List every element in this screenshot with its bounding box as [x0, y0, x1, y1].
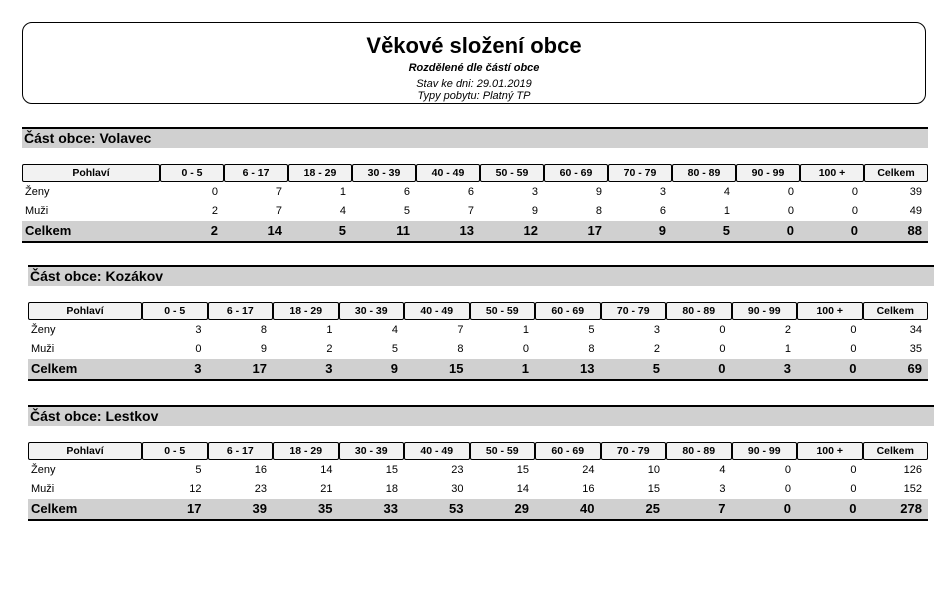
table-cell: 8	[457, 343, 464, 355]
row-label: Muži	[31, 343, 55, 355]
total-label: Celkem	[28, 499, 142, 521]
table-cell: 0	[719, 324, 726, 336]
total-cell: 17	[142, 499, 208, 521]
table-cell: 2	[326, 343, 333, 355]
table-cell: 126	[903, 464, 922, 476]
table-cell: 2	[653, 343, 660, 355]
total-cell: 69	[863, 359, 929, 381]
column-header: Celkem	[864, 164, 928, 182]
table-cell: 23	[451, 464, 464, 476]
column-header: 0 - 5	[160, 164, 224, 182]
table-cell: 5	[403, 205, 410, 217]
table-cell: 0	[211, 186, 218, 198]
column-header: 70 - 79	[601, 302, 667, 320]
total-cell: 0	[732, 499, 798, 521]
total-cell: 88	[864, 221, 928, 243]
column-header: 18 - 29	[273, 302, 339, 320]
column-header: 60 - 69	[535, 302, 601, 320]
table-row	[28, 320, 928, 340]
report-date: Stav ke dni: 29.01.2019	[416, 78, 532, 90]
column-header: 100 +	[797, 442, 863, 460]
table-cell: 49	[909, 205, 922, 217]
total-cell: 0	[800, 221, 864, 243]
column-header: 50 - 59	[470, 302, 536, 320]
table-cell: 4	[719, 464, 726, 476]
total-cell: 5	[288, 221, 352, 243]
column-header: 80 - 89	[672, 164, 736, 182]
table-cell: 3	[659, 186, 666, 198]
column-header: 0 - 5	[142, 302, 208, 320]
total-cell: 9	[608, 221, 672, 243]
table-cell: 0	[784, 483, 791, 495]
total-cell: 0	[736, 221, 800, 243]
section-title: Část obce: Kozákov	[28, 265, 934, 286]
column-header: 6 - 17	[208, 442, 274, 460]
column-header: 70 - 79	[608, 164, 672, 182]
table-cell: 34	[909, 324, 922, 336]
column-header: 100 +	[800, 164, 864, 182]
table-cell: 0	[787, 186, 794, 198]
total-cell: 3	[732, 359, 798, 381]
column-header: 90 - 99	[736, 164, 800, 182]
table-cell: 0	[851, 186, 858, 198]
total-cell: 9	[339, 359, 405, 381]
column-header: 50 - 59	[480, 164, 544, 182]
table-cell: 0	[850, 343, 857, 355]
column-header: 40 - 49	[404, 442, 470, 460]
section-kozakov	[28, 265, 934, 381]
table-cell: 9	[595, 186, 602, 198]
table-cell: 3	[195, 324, 202, 336]
table-cell: 7	[275, 186, 282, 198]
table-cell: 6	[403, 186, 410, 198]
row-label: Ženy	[31, 324, 56, 336]
total-cell: 39	[208, 499, 274, 521]
table-cell: 0	[787, 205, 794, 217]
total-row	[28, 499, 928, 521]
table-cell: 5	[391, 343, 398, 355]
table-cell: 0	[784, 464, 791, 476]
report-title: Věkové složení obce	[366, 33, 582, 58]
report-header	[22, 22, 926, 104]
table-cell: 6	[467, 186, 474, 198]
report-subtitle: Rozdělené dle částí obce	[408, 62, 540, 74]
table-cell: 7	[457, 324, 464, 336]
table-row	[28, 480, 928, 499]
table-cell: 0	[719, 343, 726, 355]
table-cell: 15	[516, 464, 529, 476]
table-cell: 9	[531, 205, 538, 217]
table-cell: 1	[723, 205, 730, 217]
table-row	[22, 202, 928, 221]
table-cell: 0	[195, 343, 202, 355]
row-label: Ženy	[25, 186, 50, 198]
column-header: 30 - 39	[352, 164, 416, 182]
column-header: 30 - 39	[339, 302, 405, 320]
column-header: 80 - 89	[666, 302, 732, 320]
column-header: 18 - 29	[273, 442, 339, 460]
age-table	[28, 302, 928, 381]
row-label: Muži	[31, 483, 55, 495]
table-cell: 0	[522, 343, 529, 355]
column-header: 40 - 49	[416, 164, 480, 182]
table-row	[22, 182, 928, 202]
total-cell: 0	[797, 499, 863, 521]
column-header: 60 - 69	[544, 164, 608, 182]
report-residence-type: Typy pobytu: Platný TP	[417, 90, 531, 102]
table-cell: 15	[385, 464, 398, 476]
table-cell: 3	[653, 324, 660, 336]
column-header: 50 - 59	[470, 442, 536, 460]
total-cell: 29	[470, 499, 536, 521]
table-cell: 23	[254, 483, 267, 495]
table-cell: 8	[595, 205, 602, 217]
table-cell: 4	[723, 186, 730, 198]
column-header: 40 - 49	[404, 302, 470, 320]
total-cell: 278	[863, 499, 929, 521]
column-header: 6 - 17	[208, 302, 274, 320]
total-cell: 13	[535, 359, 601, 381]
total-cell: 53	[404, 499, 470, 521]
total-cell: 40	[535, 499, 601, 521]
table-cell: 0	[851, 205, 858, 217]
table-cell: 3	[531, 186, 538, 198]
section-title: Část obce: Lestkov	[28, 405, 934, 426]
age-table	[22, 164, 928, 243]
table-cell: 7	[275, 205, 282, 217]
table-cell: 4	[339, 205, 346, 217]
table-cell: 15	[647, 483, 660, 495]
table-cell: 152	[903, 483, 922, 495]
table-cell: 39	[909, 186, 922, 198]
column-header: 80 - 89	[666, 442, 732, 460]
table-cell: 12	[189, 483, 202, 495]
table-cell: 0	[850, 464, 857, 476]
total-cell: 5	[672, 221, 736, 243]
table-cell: 9	[260, 343, 267, 355]
table-cell: 1	[522, 324, 529, 336]
total-label: Celkem	[28, 359, 142, 381]
total-cell: 0	[666, 359, 732, 381]
total-cell: 0	[797, 359, 863, 381]
total-cell: 14	[224, 221, 288, 243]
table-cell: 10	[647, 464, 660, 476]
table-cell: 18	[385, 483, 398, 495]
total-row	[22, 221, 928, 243]
table-header-row	[28, 442, 928, 460]
table-cell: 2	[211, 205, 218, 217]
column-header: 30 - 39	[339, 442, 405, 460]
table-cell: 2	[784, 324, 791, 336]
table-cell: 0	[850, 483, 857, 495]
table-row	[28, 460, 928, 480]
total-cell: 12	[480, 221, 544, 243]
column-header: Celkem	[863, 302, 929, 320]
table-cell: 5	[588, 324, 595, 336]
total-cell: 3	[142, 359, 208, 381]
column-header: Pohlaví	[22, 164, 160, 182]
total-cell: 13	[416, 221, 480, 243]
table-cell: 14	[516, 483, 529, 495]
total-cell: 1	[470, 359, 536, 381]
column-header: 60 - 69	[535, 442, 601, 460]
table-cell: 35	[909, 343, 922, 355]
total-cell: 15	[404, 359, 470, 381]
table-cell: 5	[195, 464, 202, 476]
table-cell: 8	[588, 343, 595, 355]
column-header: 90 - 99	[732, 302, 798, 320]
age-table	[28, 442, 928, 521]
column-header: 18 - 29	[288, 164, 352, 182]
table-cell: 4	[391, 324, 398, 336]
table-row	[28, 340, 928, 359]
total-cell: 11	[352, 221, 416, 243]
table-cell: 21	[320, 483, 333, 495]
column-header: Pohlaví	[28, 442, 142, 460]
column-header: 0 - 5	[142, 442, 208, 460]
total-cell: 17	[544, 221, 608, 243]
table-cell: 1	[326, 324, 333, 336]
table-cell: 0	[850, 324, 857, 336]
total-cell: 17	[208, 359, 274, 381]
total-cell: 2	[160, 221, 224, 243]
column-header: Celkem	[863, 442, 929, 460]
section-title: Část obce: Volavec	[22, 127, 928, 148]
table-cell: 16	[582, 483, 595, 495]
total-cell: 33	[339, 499, 405, 521]
table-cell: 24	[582, 464, 595, 476]
column-header: 70 - 79	[601, 442, 667, 460]
table-cell: 1	[784, 343, 791, 355]
table-cell: 7	[467, 205, 474, 217]
table-cell: 1	[339, 186, 346, 198]
row-label: Muži	[25, 205, 49, 217]
table-cell: 3	[719, 483, 726, 495]
total-row	[28, 359, 928, 381]
total-cell: 3	[273, 359, 339, 381]
column-header: 100 +	[797, 302, 863, 320]
total-cell: 5	[601, 359, 667, 381]
column-header: Pohlaví	[28, 302, 142, 320]
table-header-row	[22, 164, 928, 182]
table-cell: 16	[254, 464, 267, 476]
table-cell: 6	[659, 205, 666, 217]
column-header: 6 - 17	[224, 164, 288, 182]
table-header-row	[28, 302, 928, 320]
section-lestkov	[28, 405, 934, 521]
column-header: 90 - 99	[732, 442, 798, 460]
table-cell: 30	[451, 483, 464, 495]
total-cell: 7	[666, 499, 732, 521]
table-cell: 14	[320, 464, 333, 476]
row-label: Ženy	[31, 464, 56, 476]
section-volavec	[22, 127, 928, 243]
total-cell: 25	[601, 499, 667, 521]
total-cell: 35	[273, 499, 339, 521]
table-cell: 8	[260, 324, 267, 336]
total-label: Celkem	[22, 221, 160, 243]
